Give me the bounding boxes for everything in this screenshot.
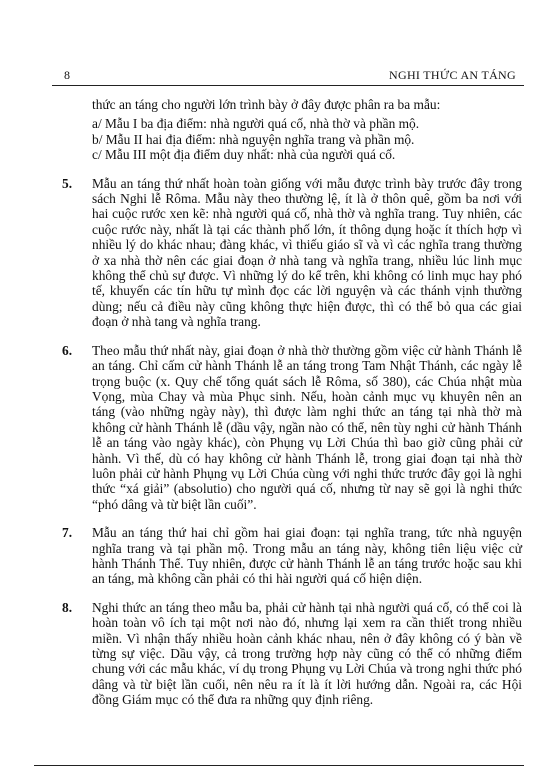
- paragraph-text: Theo mẫu thứ nhất này, giai đoạn ở nhà thờ thường gồm việc cử hành Thánh lễ an táng. Chỉ cấm cử hành Thánh lễ an táng trong Tam Nhật Thánh, các ngày lễ trọng buộc (x. Quy chế tổng quát sách lễ Rôma, số 380), các Chúa nhật mùa Vọng, mùa Chay và mùa Phục sinh. Nếu, hoàn cảnh mục vụ khuyên nên an táng (vào những ngày này), thì được làm nghi thức an táng tại nhà thờ mà không cử hành Thánh lễ (dầu vậy, ngần nào có thể, nên tùy nghi cử hành Thánh lễ an táng vào ngày khác), còn Phụng vụ Lời Chúa thì bao giờ cũng phải cử hành. Vì thế, dù có hay không cử hành Thánh lễ, trong giai đoạn tại nhà thờ luôn phải cử hành Phụng vụ Lời Chúa cùng với nghi thức trước đây gọi là nghi thức “xá giải” (absolutio) cho người quá cố, nhưng từ nay sẽ gọi là nghi thức “phó dâng và từ biệt lần cuối”.: [92, 342, 522, 512]
- header-divider: [52, 85, 524, 86]
- paragraph-number: 5.: [62, 175, 73, 191]
- model-item: b/ Mẫu II hai địa điểm: nhà nguyện nghĩa trang và phần mộ.: [92, 131, 415, 147]
- paragraph-text: Mẫu an táng thứ nhất hoàn toàn giống với mẫu được trình bày trước đây trong sách Nghi lễ Rôma. Mẫu này theo thường lệ, ít là ở thôn quê, gồm ba nơi với hai cuộc rước xen kẽ: nhà người quá cố, nhà thờ và nghĩa trang. Tuy nhiên, các cuộc rước này, nhất là tại các thành phố lớn, ít thông dụng hoặc ít thích hợp vì nhiều lý do khác nhau; đàng khác, vì thiếu giáo sĩ và vì các nghĩa trang thường ở xa nhà thờ nên các giai đoạn ở nhà tang và nghĩa trang, nhiều lúc linh mục không thể chủ sự được. Vì những lý do kể trên, khi không có linh mục hay phó tế, khuyến các tín hữu tự mình đọc các lời nguyện và các thánh vịnh thường dùng; nếu cả điều này cũng không thực hiện được, thì có thể bỏ qua các giai đoạn ở nhà tang và nghĩa trang.: [92, 175, 522, 330]
- paragraph-number: 6.: [62, 342, 73, 358]
- page-number: 8: [64, 68, 70, 82]
- paragraph-text: Mẫu an táng thứ hai chỉ gồm hai giai đoạn: tại nghĩa trang, tức nhà nguyện nghĩa trang và tại phần mộ. Trong mẫu an táng này, không tiên liệu việc cử hành Thánh Thể. Tuy nhiên, được cử hành Thánh lễ an táng trước hoặc sau khi an táng, mà không cần phải có thi hài người quá cố hiện diện.: [92, 525, 522, 587]
- model-item: a/ Mẫu I ba địa điểm: nhà người quá cố, nhà thờ và phần mộ.: [92, 116, 420, 132]
- page-header: [0, 58, 550, 82]
- model-list: [92, 116, 522, 162]
- footer-divider: [34, 765, 524, 766]
- paragraph-8: [62, 600, 522, 708]
- paragraph-number: 8.: [62, 599, 73, 615]
- running-title: NGHI THỨC AN TÁNG: [389, 68, 516, 82]
- model-item: c/ Mẫu III một địa điểm duy nhất: nhà của người quá cố.: [92, 147, 396, 163]
- page-body: [62, 97, 522, 708]
- paragraph-6: [62, 343, 522, 512]
- paragraph-7: [62, 525, 522, 587]
- intro-line: thức an táng cho người lớn trình bày ở đây được phân ra ba mẫu:: [92, 97, 441, 112]
- paragraph-text: Nghi thức an táng theo mẫu ba, phải cử hành tại nhà người quá cố, có thể coi là hoàn toàn vô ích tại một nơi nào đó, nhưng lại xem ra cần thiết trong nhiều miền. Vì nhận thấy nhiều hoàn cảnh khác nhau, nên ở đây không có ý bàn về từng sự việc. Dầu vậy, cả trong trường hợp này cũng có thể có những điểm chung với các mẫu khác, ví dụ trong Phụng vụ Lời Chúa và trong nghi thức phó dâng và từ biệt lần cuối, nên nêu ra ít là ít lời hướng dẫn. Ngoài ra, các Hội đồng Giám mục có thể đưa ra những quy định riêng.: [92, 599, 522, 708]
- paragraph-5: [62, 176, 522, 330]
- paragraph-number: 7.: [62, 525, 73, 541]
